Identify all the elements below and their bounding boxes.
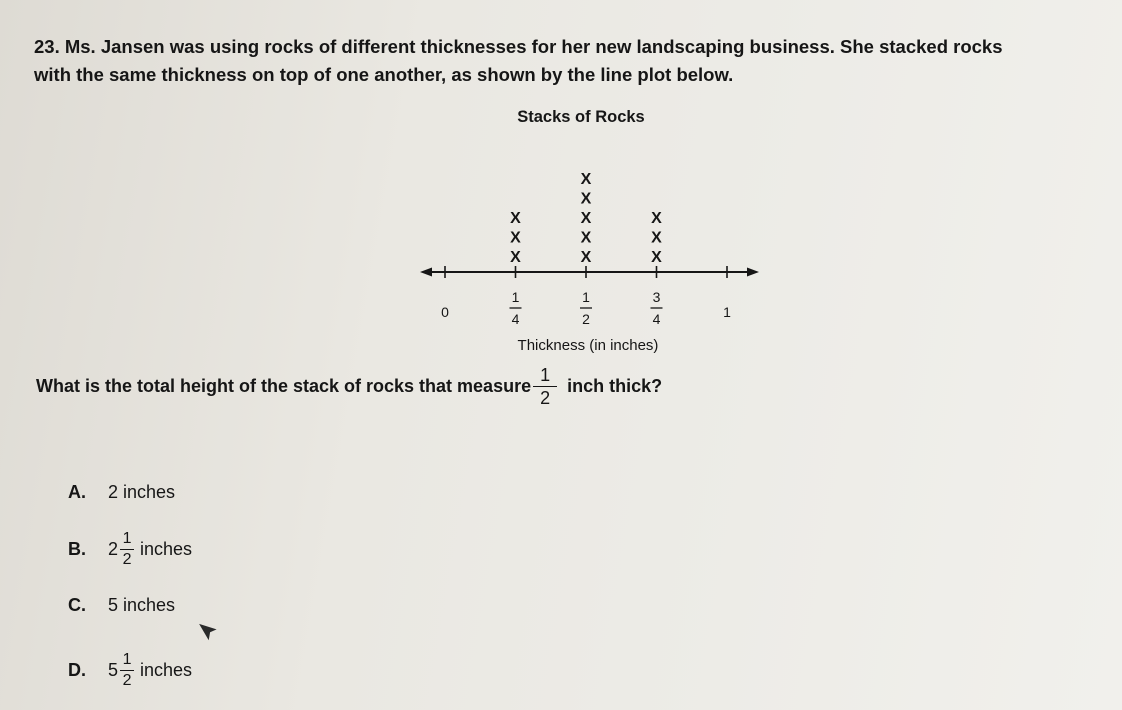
- arrow-right-icon: [747, 268, 759, 277]
- choice-text: 5 inches: [108, 595, 176, 615]
- choice-b[interactable]: [68, 531, 192, 568]
- question-number: 23.: [34, 36, 60, 57]
- prompt-text: What is the total height of the stack of rocks that measure: [36, 376, 532, 396]
- prompt-fraction-numerator: 1: [540, 365, 551, 385]
- choice-fraction-numerator: 1: [122, 530, 132, 547]
- arrow-left-icon: [420, 268, 432, 277]
- tick-label-denominator: 2: [582, 311, 590, 327]
- choice-text: 2 inches: [108, 482, 176, 502]
- choice-unit: inches: [140, 660, 193, 680]
- choice-d[interactable]: [68, 652, 192, 689]
- data-point-x-mark: X: [580, 249, 592, 266]
- data-point-x-mark: X: [651, 249, 662, 266]
- choice-unit: inches: [140, 539, 193, 559]
- choice-c[interactable]: [68, 595, 175, 616]
- data-point-x-mark: X: [580, 190, 592, 208]
- x-axis-label: Thickness (in inches): [517, 337, 659, 354]
- choice-whole: 5: [108, 660, 119, 680]
- tick-label-numerator: 1: [582, 289, 590, 305]
- prompt-text-end: inch thick?: [567, 376, 663, 396]
- tick-label: 1: [723, 304, 731, 320]
- choice-a[interactable]: [68, 482, 175, 503]
- tick-label-denominator: 4: [511, 311, 520, 327]
- choice-fraction: [120, 531, 134, 568]
- choice-fraction-denominator: 2: [122, 672, 132, 689]
- choice-letter: A.: [68, 482, 86, 502]
- fraction-bar: [120, 549, 134, 550]
- tick-label-denominator: 4: [652, 311, 661, 327]
- data-point-x-mark: X: [510, 249, 521, 266]
- choice-fraction-numerator: 1: [122, 651, 132, 668]
- chart-title: Stacks of Rocks: [517, 108, 645, 126]
- tick-label-numerator: 3: [652, 289, 661, 305]
- data-point-x-mark: X: [651, 210, 662, 227]
- prompt: [36, 366, 662, 407]
- choice-fraction: [120, 652, 134, 689]
- data-point-x-mark: X: [510, 229, 521, 247]
- fraction-bar: [120, 670, 134, 671]
- choice-letter: B.: [68, 539, 86, 559]
- prompt-fraction: [533, 366, 557, 407]
- tick-label-numerator: 1: [511, 289, 520, 305]
- mouse-pointer-icon: [198, 620, 220, 644]
- question-text-1: Ms. Jansen was using rocks of different thicknesses for her new landscaping business. She stacked rocks: [64, 36, 1003, 57]
- prompt-fraction-denominator: 2: [540, 388, 551, 408]
- data-point-x-mark: X: [580, 171, 592, 188]
- data-point-x-mark: X: [580, 229, 592, 247]
- choice-letter: D.: [68, 660, 86, 680]
- data-point-x-mark: X: [651, 229, 662, 247]
- choice-letter: C.: [68, 595, 86, 615]
- question-text-2: with the same thickness on top of one another, as shown by the line plot below.: [34, 64, 734, 85]
- fraction-bar: [533, 386, 557, 387]
- data-point-x-mark: X: [510, 210, 521, 227]
- choice-fraction-denominator: 2: [122, 551, 132, 568]
- data-point-x-mark: X: [580, 210, 592, 227]
- choice-whole: 2: [108, 539, 119, 559]
- tick-label: 0: [441, 304, 449, 320]
